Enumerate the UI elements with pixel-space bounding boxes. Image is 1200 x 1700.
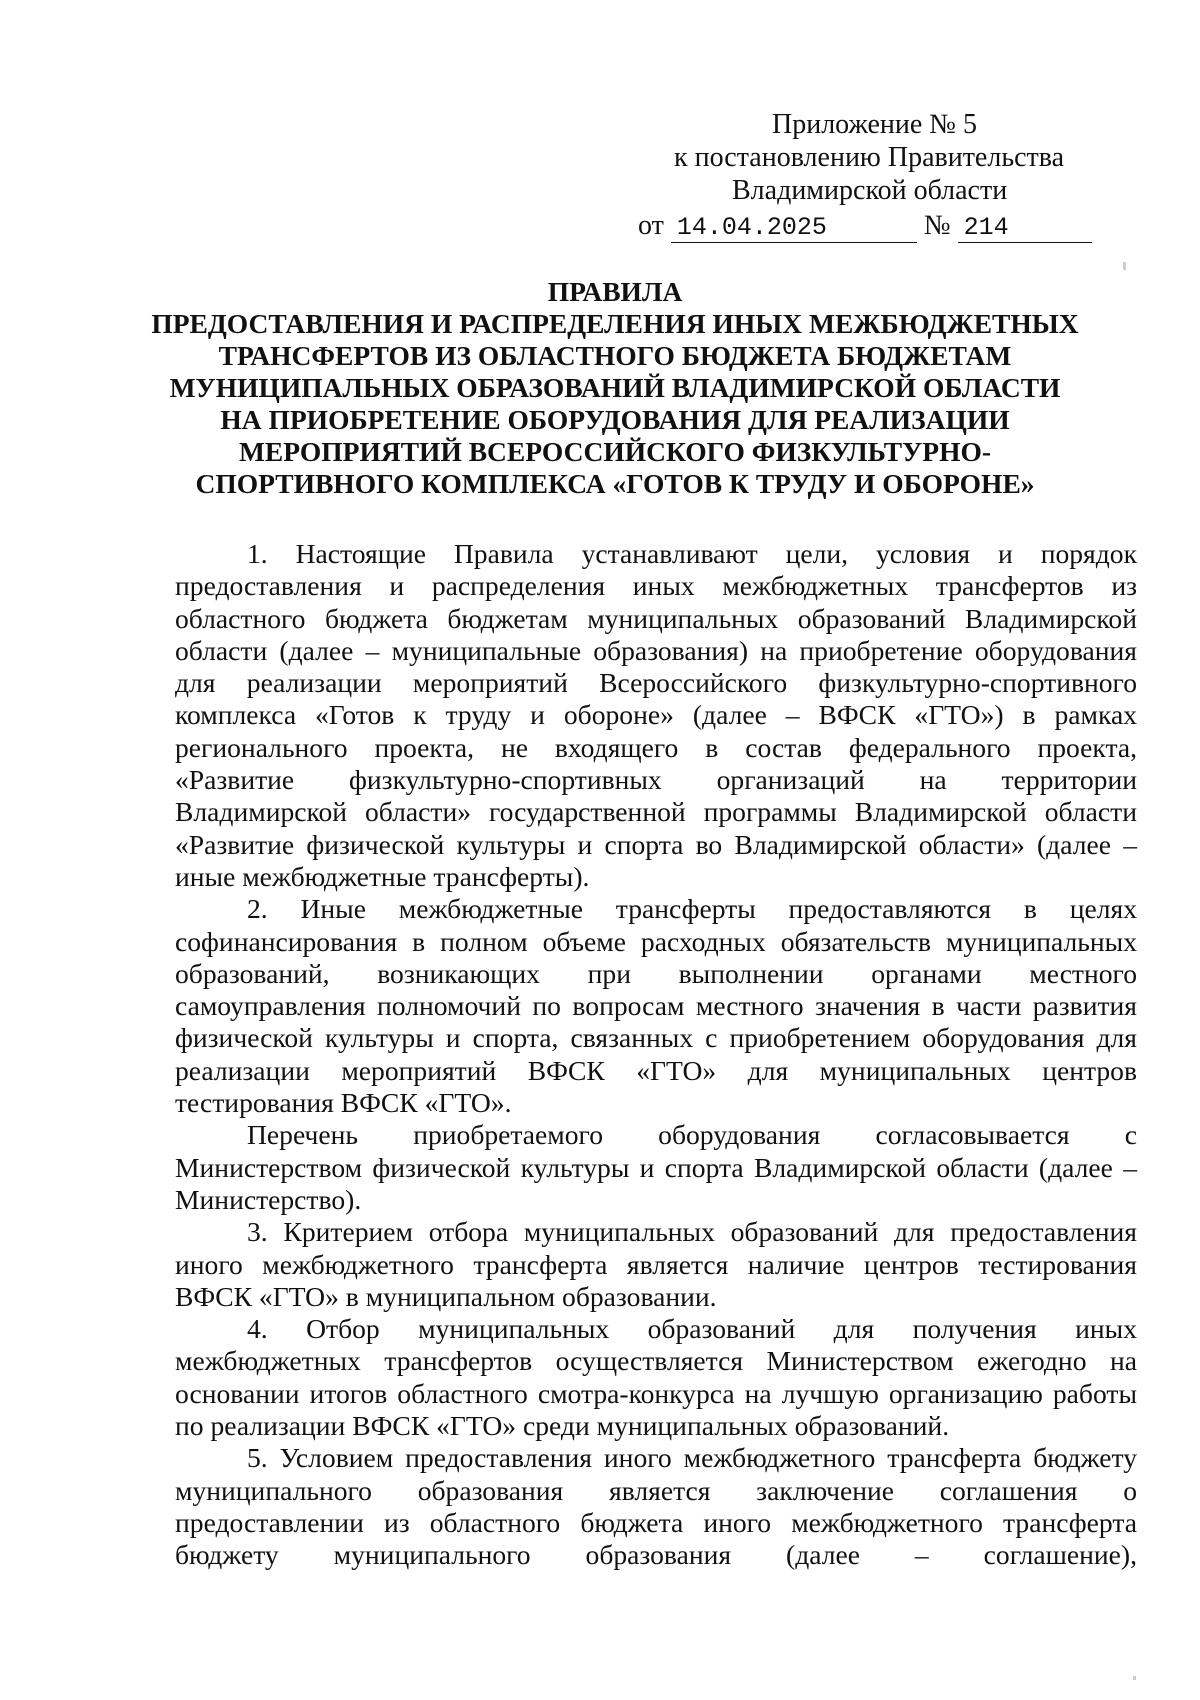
paragraph-line: 1. Настоящие Правила устанавливают цели, условия и порядок [247, 538, 1137, 569]
date-value: 14.04.2025 [671, 214, 917, 243]
paragraph-line: «Развитие физкультурно-спортивных организаций на территории [175, 764, 1137, 796]
title-line: НА ПРИОБРЕТЕНИЕ ОБОРУДОВАНИЯ ДЛЯ РЕАЛИЗАЦИИ [220, 404, 1010, 435]
paragraph-line: Министерство). [175, 1183, 362, 1215]
title-line: ПРЕДОСТАВЛЕНИЯ И РАСПРЕДЕЛЕНИЯ ИНЫХ МЕЖБЮДЖЕТНЫХ [151, 308, 1079, 339]
paragraph-line: иного межбюджетного трансферта является наличие центров тестирования [175, 1248, 1137, 1280]
paragraph-line: реализации мероприятий ВФСК «ГТО» для муниципальных центров [175, 1054, 1137, 1086]
scan-speck [1123, 262, 1126, 270]
paragraph-2 [175, 893, 1137, 1119]
appendix-date-line [600, 209, 1120, 243]
paragraph-line: регионального проекта, не входящего в состав федерального проекта, [175, 731, 1137, 763]
document-body [175, 538, 1137, 1572]
paragraph-line: тестирования ВФСК «ГТО». [175, 1087, 512, 1119]
paragraph-line: предоставления и распределения иных межбюджетных трансфертов из [175, 570, 1137, 602]
appendix-region: Владимирской области [732, 175, 1008, 206]
paragraph-line: Владимирской области» государственной программы Владимирской области [175, 796, 1137, 828]
paragraph-line: 5. Условием предоставления иного межбюджетного трансферта бюджету [247, 1442, 1137, 1474]
date-prefix: от [638, 210, 664, 241]
paragraph-line: межбюджетных трансфертов осуществляется Министерством ежегодно на [175, 1345, 1137, 1377]
paragraph-line: бюджету муниципального образования (далее – соглашение), [175, 1539, 1137, 1571]
scan-speck [1133, 1676, 1136, 1680]
paragraph-5 [175, 1442, 1137, 1571]
paragraph-equipment-list [175, 1119, 1137, 1216]
title-line: МЕРОПРИЯТИЙ ВСЕРОССИЙСКОГО ФИЗКУЛЬТУРНО- [238, 436, 992, 467]
paragraph-line: иные межбюджетные трансферты). [175, 860, 590, 892]
paragraph-line: предоставлении из областного бюджета иного межбюджетного трансферта [175, 1506, 1137, 1538]
title-line: ТРАНСФЕРТОВ ИЗ ОБЛАСТНОГО БЮДЖЕТА БЮДЖЕТАМ [218, 340, 1012, 371]
paragraph-line: 4. Отбор муниципальных образований для получения иных [247, 1313, 1137, 1345]
paragraph-line: муниципального образования является заключение соглашения о [175, 1474, 1137, 1506]
paragraph-line: самоуправления полномочий по вопросам местного значения в части развития [175, 990, 1137, 1022]
paragraph-line: 3. Критерием отбора муниципальных образований для предоставления [247, 1216, 1137, 1248]
paragraph-line: для реализации мероприятий Всероссийского физкультурно-спортивного [175, 667, 1137, 699]
paragraph-line: Перечень приобретаемого оборудования согласовывается с [247, 1119, 1137, 1151]
paragraph-line: «Развитие физической культуры и спорта во Владимирской области» (далее – [175, 828, 1137, 860]
appendix-header [600, 108, 1120, 243]
title-line: МУНИЦИПАЛЬНЫХ ОБРАЗОВАНИЙ ВЛАДИМИРСКОЙ ОБЛАСТИ [169, 372, 1061, 403]
paragraph-4 [175, 1313, 1137, 1442]
paragraph-line: Министерством физической культуры и спорта Владимирской области (далее – [175, 1151, 1137, 1183]
title-line: ПРАВИЛА [547, 276, 683, 307]
paragraph-line: софинансирования в полном объеме расходных обязательств муниципальных [175, 925, 1137, 957]
paragraph-line: физической культуры и спорта, связанных с приобретением оборудования для [175, 1022, 1137, 1054]
appendix-reference: к постановлению Правительства [674, 142, 1065, 173]
document-title [150, 276, 1080, 500]
paragraph-1 [175, 538, 1137, 893]
paragraph-line: основании итогов областного смотра-конкурса на лучшую организацию работы [175, 1377, 1137, 1409]
paragraph-line: по реализации ВФСК «ГТО» среди муниципальных образований. [175, 1410, 950, 1442]
paragraph-line: комплекса «Готов к труду и обороне» (далее – ВФСК «ГТО») в рамках [175, 699, 1137, 731]
paragraph-line: 2. Иные межбюджетные трансферты предоставляются в целях [247, 893, 1137, 925]
number-prefix: № [923, 210, 951, 241]
title-line: СПОРТИВНОГО КОМПЛЕКСА «ГОТОВ К ТРУДУ И ОБОРОНЕ» [195, 468, 1035, 499]
appendix-number: Приложение № 5 [772, 109, 977, 140]
number-value: 214 [958, 214, 1092, 243]
paragraph-line: области (далее – муниципальные образования) на приобретение оборудования [175, 634, 1137, 666]
paragraph-line: образований, возникающих при выполнении органами местного [175, 957, 1137, 989]
paragraph-line: областного бюджета бюджетам муниципальных образований Владимирской [175, 602, 1137, 634]
paragraph-line: ВФСК «ГТО» в муниципальном образовании. [175, 1280, 717, 1312]
paragraph-3 [175, 1216, 1137, 1313]
